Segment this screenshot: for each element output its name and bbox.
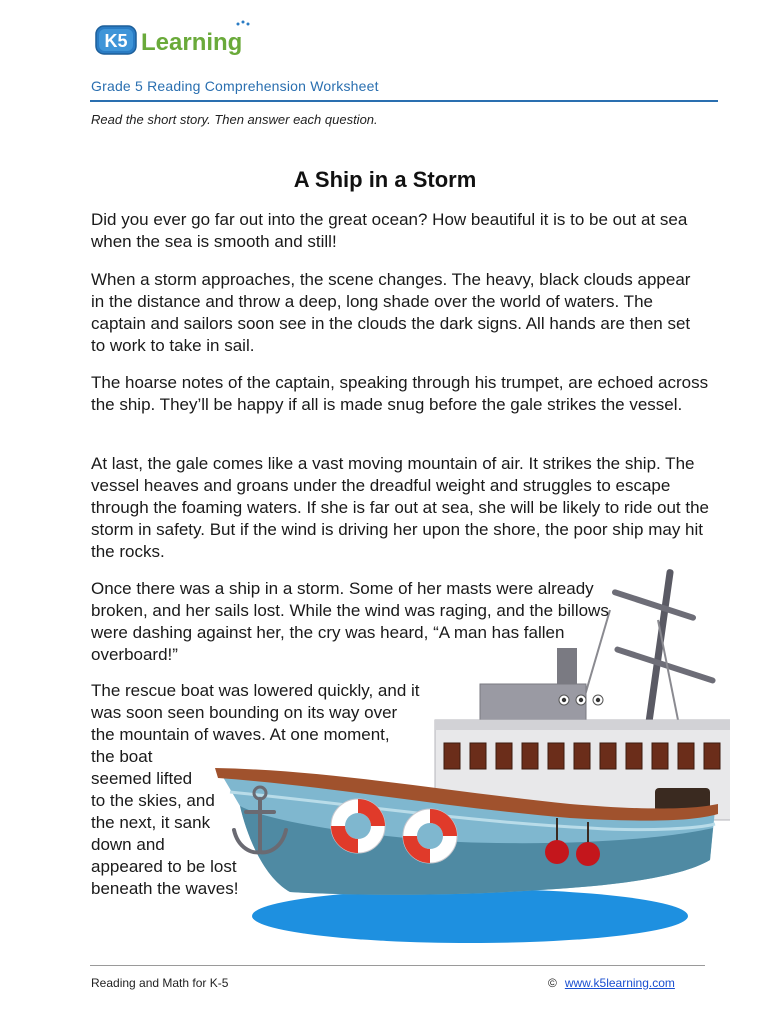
story-paragraph: At last, the gale comes like a vast moving mountain of air. It strikes the ship. The vessel heaves and groans under the dreadful weight and struggles to escape through the foaming waters. If she is far out at sea, she will be likely to ride out the storm in safety. But if the wind is driving her upon the shore, the poor ship may hit the rocks. — [91, 454, 709, 561]
story-line: the mountain of waves. At one moment, — [91, 725, 390, 744]
story-line: down and — [91, 835, 165, 854]
story-line: the boat — [91, 747, 153, 766]
instructions: Read the short story. Then answer each question. — [91, 112, 378, 127]
story-paragraph: Did you ever go far out into the great ocean? How beautiful it is to be out at sea when the sea is smooth and still! — [91, 210, 688, 251]
copyright-symbol: © — [548, 976, 557, 990]
story-paragraph: The hoarse notes of the captain, speaking through his trumpet, are echoed across the ship. They’ll be happy if all is made snug before the gale strikes the vessel. — [91, 373, 709, 414]
story-paragraph: Once there was a ship in a storm. Some of her masts were already broken, and her sails lost. While the wind was raging, and the billows were dashing against her, the cry was heard, “A man has fallen overboard!” — [91, 579, 609, 664]
story-line: The rescue boat was lowered quickly, and it — [91, 681, 420, 700]
story-paragraph-final — [91, 680, 451, 900]
story-line: appeared to be lost — [91, 857, 237, 876]
story-title: A Ship in a Storm — [293, 167, 477, 192]
story-line: was soon seen bounding on its way over — [91, 703, 398, 722]
story-line: to the skies, and — [91, 791, 215, 810]
story-line: the next, it sank — [91, 813, 211, 832]
header-divider — [90, 100, 718, 102]
footer-copyright — [548, 976, 675, 990]
footer-divider — [90, 965, 705, 966]
svg-text:Learning: Learning — [141, 29, 243, 56]
footer-tagline: Reading and Math for K-5 — [91, 976, 229, 990]
k5-learning-logo — [95, 20, 265, 60]
story-line: seemed lifted — [91, 769, 193, 788]
story-line: beneath the waves! — [91, 879, 239, 898]
svg-text:K5: K5 — [104, 31, 128, 51]
website-link[interactable]: www.k5learning.com — [564, 976, 675, 990]
story-paragraph: When a storm approaches, the scene changes. The heavy, black clouds appear in the distance and throw a deep, long shade over the world of waters. The captain and sailors soon see in the clouds the dark signs. All hands are then set to work to take in sail. — [91, 270, 691, 355]
worksheet-subtitle: Grade 5 Reading Comprehension Worksheet — [91, 78, 379, 94]
